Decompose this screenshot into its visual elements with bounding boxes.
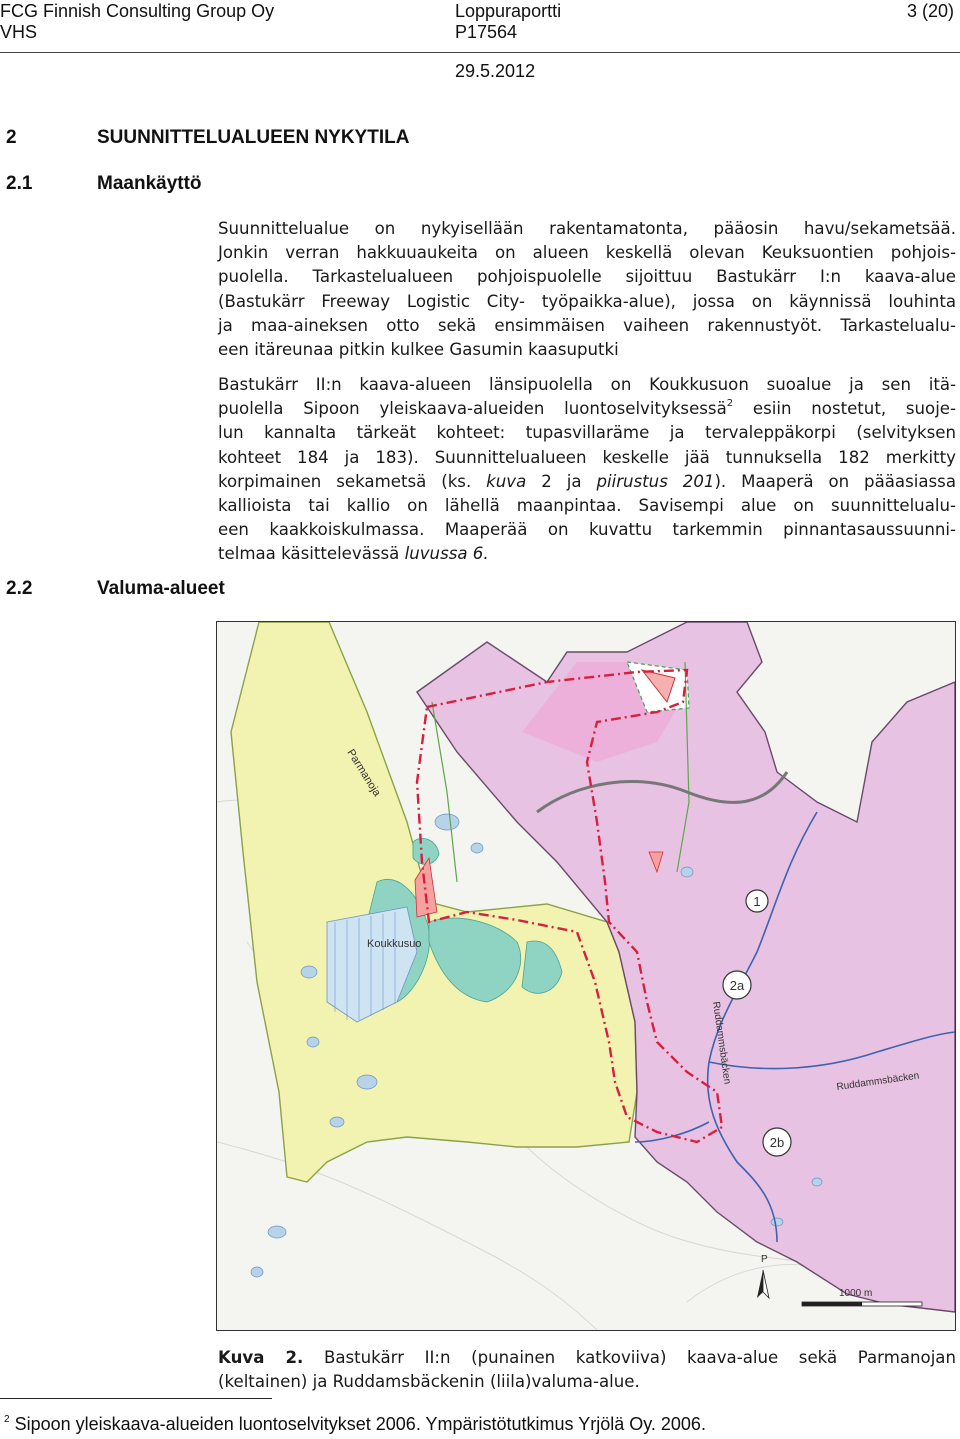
paragraph-line [218, 542, 956, 566]
text-fragment: puolella Sipoon yleiskaava-alueiden luontoselvityksessä [218, 399, 727, 419]
header-department: VHS [0, 22, 38, 42]
text-fragment: korpimainen sekametsä (ks. [218, 471, 487, 491]
header-page-number: 3 (20) [906, 1, 954, 21]
paragraph-line: ja maa-aineksen otto sekä ensimmäisen vaiheen rakennustyöt. Tarkastelualu- [218, 315, 956, 335]
paragraph-line [218, 470, 956, 494]
header-report-type: Loppuraportti [455, 1, 562, 21]
section-title: SUUNNITTELUALUEEN NYKYTILA [97, 127, 410, 148]
footnote-text: Sipoon yleiskaava-alueiden luontoselvitykset 2006. Ympäristötutkimus Yrjölä Oy. 2006. [9, 1414, 706, 1434]
paragraph-line: lun kannalta tärkeät kohteet: tupasvillaräme ja tervaleppäkorpi (selvityksen [218, 423, 956, 443]
koukkusuo-label: Koukkusuo [367, 938, 422, 950]
footnote [4, 1412, 706, 1436]
section-number: 2 [6, 127, 17, 148]
paragraph-line: Jonkin verran hakkuuaukeita on alueen keskellä olevan Keuksuontien pohjois- [218, 243, 956, 263]
marker-1-label: 1 [753, 894, 761, 909]
drawing-reference: piirustus 201 [596, 471, 715, 491]
marker-2a [723, 971, 751, 999]
marker-2b [763, 1128, 791, 1156]
marker-2b-label: 2b [769, 1135, 785, 1150]
subsection-2-title: Valuma-alueet [97, 578, 225, 599]
footnote-reference: 2 [726, 398, 734, 410]
ruddamsbacken-horizontal-label: Ruddammsbäcken [835, 1070, 920, 1093]
north-arrow-label: P [761, 1254, 768, 1265]
paragraph-line: kallioista tai kallio on lähellä maanpintaa. Savisempi alue on suunnittelualu- [218, 496, 956, 516]
caption-text: Bastukärr II:n (punainen katkoviiva) kaava-alue sekä Parmanojan [303, 1348, 956, 1367]
header-divider [0, 52, 960, 53]
footnote-divider [0, 1398, 272, 1399]
subsection-1-number: 2.1 [6, 173, 33, 194]
paragraph-line: een itäreunaa pitkin kulkee Gasumin kaasuputki [218, 340, 619, 360]
text-fragment: ). Maaperä on pääasiassa [714, 471, 956, 491]
paragraph-line: (Bastukärr Freeway Logistic City- työpaikka-alue), jossa on käynnissä louhinta [218, 291, 956, 311]
marker-1 [746, 890, 768, 912]
header-date: 29.5.2012 [455, 61, 536, 81]
figure-caption [218, 1346, 956, 1394]
subsection-2-number: 2.2 [6, 578, 33, 599]
caption-line: (keltainen) ja Ruddamsbäckenin (liila)valuma-alue. [218, 1372, 640, 1391]
subsection-1-title: Maankäyttö [97, 173, 202, 194]
header-company: FCG Finnish Consulting Group Oy [0, 1, 275, 21]
paragraph-line: kohteet 184 ja 183). Suunnittelualueen keskelle jää tunnuksella 182 merkitty [218, 447, 956, 467]
marker-2a-label: 2a [729, 978, 745, 993]
paragraph-nature [218, 373, 956, 567]
text-fragment: 2 ja [526, 471, 597, 491]
parmanoja-label: Parmanoja [344, 747, 383, 799]
chapter-reference: luvussa 6. [404, 544, 489, 564]
paragraph-line: puolella. Tarkastelualueen pohjoispuolelle sijoittuu Bastukärr I:n kaava-alue [218, 267, 956, 287]
paragraph-line: Bastukärr II:n kaava-alueen länsipuolella on Koukkusuon suoalue ja sen itä- [218, 375, 956, 394]
caption-label: Kuva 2. [218, 1348, 304, 1367]
catchment-map-svg [217, 622, 955, 1330]
header-project-code: P17564 [455, 22, 518, 42]
ruddamsbacken-vertical-label: Ruddammsbäcken [710, 1000, 733, 1085]
footnote-number: 2 [4, 1414, 10, 1425]
catchment-map [216, 621, 956, 1331]
text-fragment: telmaa käsittelevässä [218, 544, 405, 564]
paragraph-land-use [218, 217, 956, 362]
figure-reference: kuva [486, 471, 527, 491]
paragraph-line [218, 397, 956, 421]
paragraph-line: Suunnittelualue on nykyisellään rakentamatonta, pääosin havu/sekametsää. [218, 219, 956, 238]
paragraph-line: een kaakkoiskulmassa. Maaperää on kuvattu tarkemmin pinnantasaussuunni- [218, 520, 956, 540]
caption-line [218, 1346, 956, 1370]
text-fragment: esiin nostetut, suoje- [733, 399, 957, 419]
scale-bar-label: 1000 m [839, 1288, 873, 1299]
